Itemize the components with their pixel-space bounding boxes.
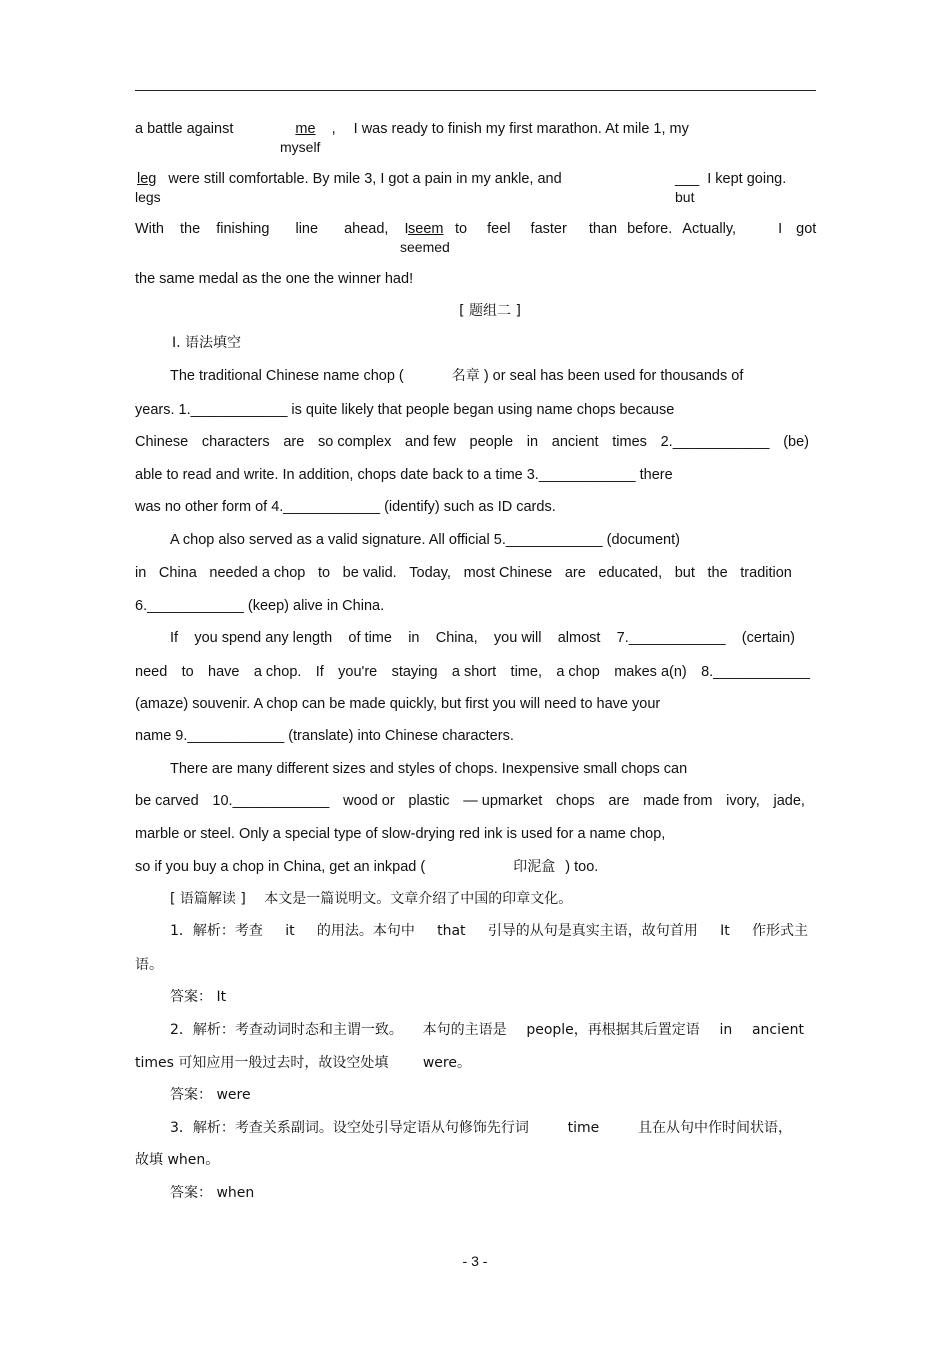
section-title: Ⅰ. 语法填空: [172, 335, 242, 351]
passage-line: 6.____________ (keep) alive in China.: [135, 598, 385, 614]
correction-line-3a: With the finishing line ahead, I: [135, 221, 409, 237]
analysis-line: 故填 when。: [135, 1152, 220, 1168]
error-word: seem: [408, 221, 444, 237]
passage-line: The traditional Chinese name chop ( 名章 ) or seal has been used for thousands of: [170, 368, 744, 384]
analysis-q3-line: 3．解析：考查关系副词。设空处引导定语从句修饰先行词 time 且在从句中作时间状语，: [170, 1120, 792, 1136]
correction-fix: but: [675, 189, 695, 205]
passage-line: so if you buy a chop in China, get an inkpad ( 印泥盒 ) too.: [135, 859, 599, 875]
analysis-line: times 可知应用一般过去时，故设空处填 were。: [135, 1055, 471, 1071]
passage-line: name 9.____________ (translate) into Chinese characters.: [135, 728, 514, 744]
passage-line-justified: If you spend any length of time in China, you will almost 7.____________ (certain): [170, 630, 795, 646]
analysis-intro: [ 语篇解读 ] 本文是一篇说明文。文章介绍了中国的印章文化。: [170, 891, 573, 907]
analysis-q1-line: 1．解析：考查 it 的用法。本句中 that 引导的从句是真实主语，故句首用 It 作形式主: [170, 923, 808, 939]
passage-line: was no other form of 4.____________ (identify) such as ID cards.: [135, 499, 556, 515]
passage-line: A chop also served as a valid signature. All official 5.____________ (document): [170, 532, 680, 548]
correction-fix: seemed: [400, 239, 450, 255]
analysis-line: 语。: [135, 957, 163, 973]
passage-line-justified: in China needed a chop to be valid. Today, most Chinese are educated, but the tradition: [135, 565, 792, 581]
group-title: [ 题组二 ]: [459, 303, 521, 319]
correction-line-1: a battle against me , I was ready to finish my first marathon. At mile 1, my: [135, 121, 689, 137]
passage-line: years. 1.____________ is quite likely that people began using name chops because: [135, 402, 675, 418]
error-word: leg: [137, 171, 157, 187]
page-number: - 3 -: [462, 1253, 488, 1269]
passage-line: able to read and write. In addition, chops date back to a time 3.____________ there: [135, 467, 673, 483]
error-word: me: [295, 121, 316, 137]
correction-fix: myself: [280, 139, 321, 155]
header-rule: [135, 90, 816, 91]
answer-line: 答案： when: [170, 1185, 255, 1201]
correction-blank: ___ I kept going.: [675, 171, 787, 187]
correction-line-2: leg were still comfortable. By mile 3, I got a pain in my ankle, and: [137, 171, 562, 187]
passage-line: (amaze) souvenir. A chop can be made quickly, but first you will need to have your: [135, 696, 661, 712]
passage-line: marble or steel. Only a special type of slow-drying red ink is used for a name chop,: [135, 826, 666, 842]
correction-fix: legs: [135, 189, 161, 205]
passage-line: There are many different sizes and styles of chops. Inexpensive small chops can: [170, 761, 688, 777]
passage-line-justified: be carved 10.____________ wood or plastic — upmarket chops are made from ivory, jade,: [135, 793, 805, 809]
answer-line: 答案： It: [170, 989, 227, 1005]
correction-line-4: the same medal as the one the winner had!: [135, 271, 414, 287]
analysis-q2-line: 2．解析：考查动词时态和主谓一致。 本句的主语是 people，再根据其后置定语 in ancient: [170, 1022, 804, 1038]
passage-line-justified: Chinese characters are so complex and few people in ancient times 2.____________ (be): [135, 434, 809, 450]
answer-line: 答案： were: [170, 1087, 251, 1103]
passage-line-justified: need to have a chop. If you're staying a short time, a chop makes a(n) 8.____________: [135, 664, 810, 680]
correction-line-3b: to feel faster than before. Actually, I got: [455, 221, 817, 237]
